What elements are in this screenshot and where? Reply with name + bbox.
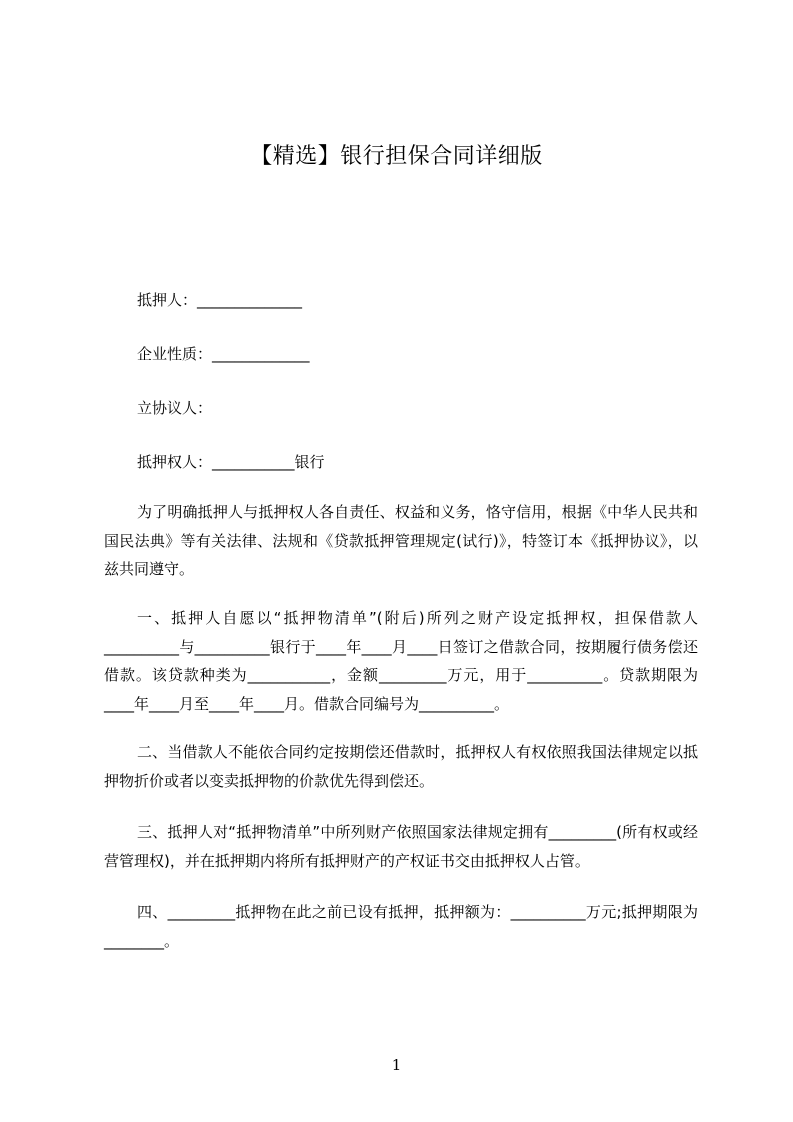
mortgagor-field: 抵押人：______________ — [137, 291, 303, 309]
clause-4-paragraph: 四、_________抵押物在此之前已设有抵押，抵押额为：__________万元;抵押期限为________。 — [104, 903, 698, 950]
mortgagee-field: 抵押权人：___________银行 — [137, 453, 325, 471]
clause-1-paragraph: 一、抵押人自愿以“抵押物清单”(附后)所列之财产设定抵押权，担保借款人__________与__________银行于____年____月____日签订之借款合同，按期履行债务偿还借款。该贷款种类为___________，金额_________万元，用于__________。贷款期限为____年____月至____年____月。借款合同编号为__________。 — [104, 609, 698, 714]
page-number: 1 — [391, 1056, 402, 1074]
clause-3-paragraph: 三、抵押人对“抵押物清单”中所列财产依照国家法律规定拥有_________(所有权或经营管理权)，并在抵押期内将所有抵押财产的产权证书交由抵押权人占管。 — [104, 823, 698, 870]
preamble-paragraph: 为了明确抵押人与抵押权人各自责任、权益和义务，恪守信用，根据《中华人民共和国民法典》等有关法律、法规和《贷款抵押管理规定(试行)》，特签订本《抵押协议》，以兹共同遵守。 — [104, 503, 698, 579]
document-title: 【精选】银行担保合同详细版 — [250, 144, 543, 169]
agreement-party-field: 立协议人： — [137, 399, 213, 417]
clause-2-paragraph: 二、当借款人不能依合同约定按期偿还借款时，抵押权人有权依照我国法律规定以抵押物折价或者以变卖抵押物的价款优先得到偿还。 — [104, 743, 698, 790]
enterprise-nature-field: 企业性质：_____________ — [137, 345, 310, 363]
